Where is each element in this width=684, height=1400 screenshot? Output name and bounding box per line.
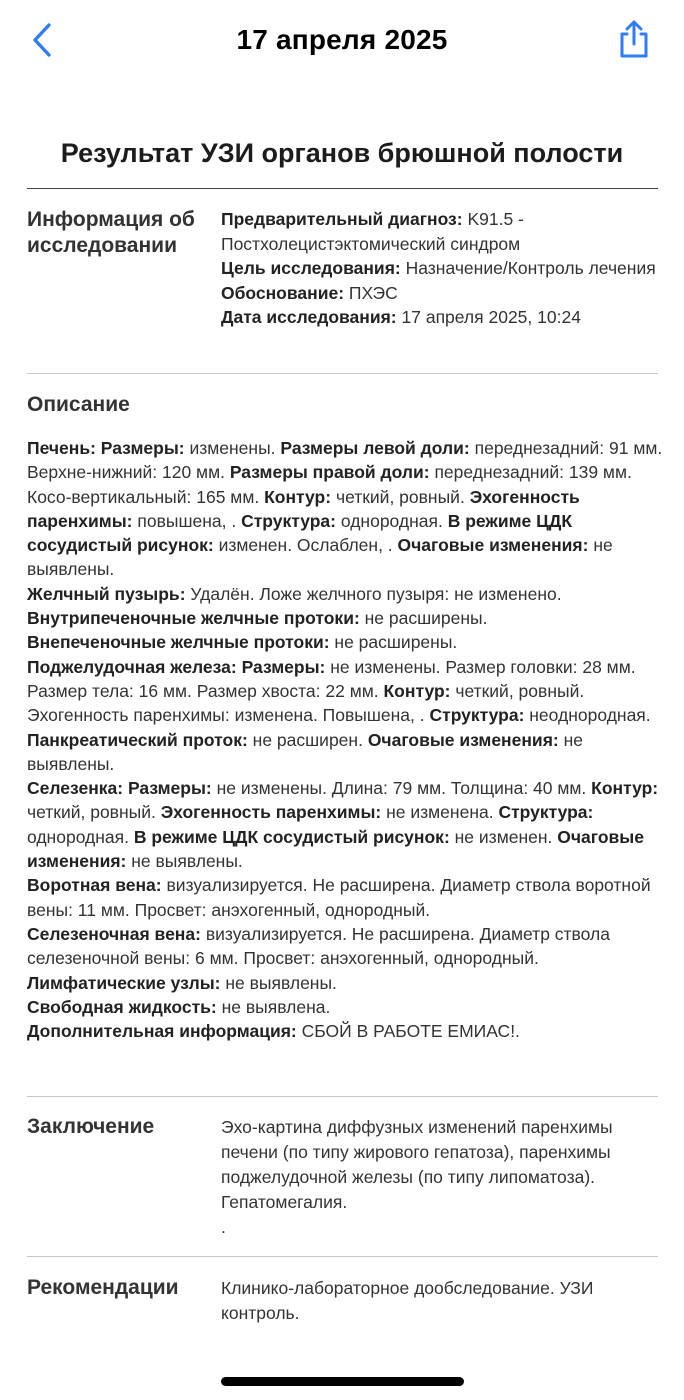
page-title: Результат УЗИ органов брюшной полости (60, 138, 624, 168)
description-term: Эхогенность паренхимы: (160, 802, 387, 823)
description-term: Контур: (591, 778, 659, 799)
info-justification: Обоснование: ПХЭС (221, 282, 398, 303)
description-term: Очаговые изменения: (27, 826, 644, 872)
description-divider (27, 1096, 658, 1097)
description-term: В режиме ЦДК сосудистый рисунок: (133, 826, 455, 847)
description-value: не выявлены. (131, 851, 243, 872)
info-date: Дата исследования: 17 апреля 2025, 10:24 (221, 307, 581, 327)
description-paragraph (27, 873, 667, 922)
description-value: не изменена. (386, 802, 499, 823)
description-paragraph (27, 1019, 667, 1043)
description-term: Контур: (264, 486, 336, 507)
description-term: Селезеночная вена: (27, 923, 206, 944)
description-paragraph (27, 630, 667, 654)
description-paragraph (27, 728, 667, 777)
description-term: Размеры правой доли: (229, 462, 435, 483)
description-term: Размеры левой доли: (280, 438, 475, 458)
description-value: переднезадний: 91 мм. Верхне-нижний: 120 мм. (27, 438, 663, 483)
recommendations-text: Клинико-лабораторное дообследование. УЗИ контроль. (221, 1278, 594, 1323)
description-value: однородная. (27, 826, 134, 847)
conclusion-text: Эхо-картина диффузных изменений паренхимы печени (по типу жирового гепатоза), паренхимы поджелудочной железы (по типу липоматоза). Гепатомегалия. . (221, 1117, 613, 1237)
description-term: Эхогенность паренхимы: (27, 486, 580, 531)
description-value: не выявлены. (27, 729, 583, 774)
share-icon (617, 19, 651, 59)
description-value: не выявлены. (27, 535, 613, 580)
description-term: Селезенка: (27, 778, 128, 799)
description-block (27, 436, 667, 1043)
info-diagnosis: Предварительный диагноз: K91.5 - Постхолецистэктомический синдром (221, 209, 524, 254)
nav-bar (0, 0, 684, 82)
description-value: не расширены. (334, 632, 458, 653)
description-term: Внепеченочные желчные протоки: (27, 632, 335, 653)
title-divider (27, 188, 658, 189)
recommendations-section-label: Рекомендации (27, 1276, 179, 1299)
info-block (221, 207, 661, 330)
description-value: визуализируется. Не расширена. Диаметр ствола селезеночной вены: 6 мм. Просвет: анэхогенный, однородный. (27, 923, 610, 969)
home-indicator[interactable] (221, 1377, 464, 1386)
description-value: неоднородная. (529, 705, 651, 726)
description-term: Размеры: (127, 778, 217, 799)
description-term: Воротная вена: (27, 875, 167, 896)
description-paragraph (27, 606, 667, 630)
conclusion-section-label: Заключение (27, 1115, 155, 1138)
description-paragraph (27, 995, 667, 1019)
description-paragraph (27, 436, 667, 582)
description-value: изменен. Ослаблен, . (218, 535, 398, 556)
description-term: Структура: (498, 802, 594, 823)
description-paragraph (27, 922, 667, 971)
description-paragraph (27, 655, 667, 728)
description-term: Размеры: (100, 438, 190, 458)
description-term: Свободная жидкость: (27, 996, 222, 1017)
description-value: не изменен. (454, 826, 558, 847)
description-term: Поджелудочная железа: (27, 656, 242, 677)
description-term: Очаговые изменения: (367, 729, 564, 750)
description-term: В режиме ЦДК сосудистый рисунок: (27, 510, 573, 556)
description-term: Панкреатический проток: (27, 729, 253, 750)
description-value: СБОЙ В РАБОТЕ ЕМИАС!. (301, 1021, 520, 1042)
conclusion-divider (27, 1256, 658, 1257)
description-value: изменены. (189, 438, 281, 458)
description-term: Очаговые изменения: (397, 535, 594, 556)
description-value: однородная. (340, 510, 448, 531)
description-term: Дополнительная информация: (27, 1021, 302, 1042)
info-divider (27, 373, 658, 374)
description-section-label: Описание (27, 393, 130, 416)
description-term: Внутрипеченочные желчные протоки: (27, 608, 365, 629)
description-value: визуализируется. Не расширена. Диаметр ствола воротной вены: 11 мм. Просвет: анэхогенный, однородный. (27, 875, 651, 920)
description-term: Лимфатические узлы: (27, 972, 226, 993)
description-value: не изменены. Размер головки: 28 мм. Размер тела: 16 мм. Размер хвоста: 22 мм. (27, 656, 636, 701)
description-term: Контур: (383, 680, 456, 701)
description-term: Печень: (27, 438, 101, 458)
description-value: повышена, . (137, 510, 242, 531)
description-value: четкий, ровный. Эхогенность паренхимы: изменена. Повышена, . (27, 680, 585, 726)
description-value: четкий, ровный. (27, 802, 161, 823)
info-section-label: Информация об исследовании (27, 208, 195, 257)
description-value: четкий, ровный. (335, 486, 470, 507)
description-term: Размеры: (241, 656, 331, 677)
description-value: не выявлены. (225, 972, 337, 993)
description-value: Удалён. Ложе желчного пузыря: не изменено. (190, 583, 562, 604)
description-term: Структура: (241, 510, 341, 531)
description-paragraph (27, 971, 667, 995)
info-purpose: Цель исследования: Назначение/Контроль лечения (221, 258, 656, 278)
description-value: не расширены. (364, 608, 488, 629)
description-paragraph (27, 582, 667, 606)
share-button[interactable] (614, 16, 654, 62)
description-term: Желчный пузырь: (27, 583, 191, 604)
description-term: Структура: (429, 705, 530, 726)
description-value: не выявлена. (221, 996, 331, 1017)
nav-title: 17 апреля 2025 (236, 24, 448, 55)
description-value: не изменены. Длина: 79 мм. Толщина: 40 мм. (216, 778, 592, 799)
description-value: переднезадний: 139 мм. Косо-вертикальный: 165 мм. (27, 462, 632, 507)
description-paragraph (27, 776, 667, 873)
description-value: не расширен. (252, 729, 368, 750)
